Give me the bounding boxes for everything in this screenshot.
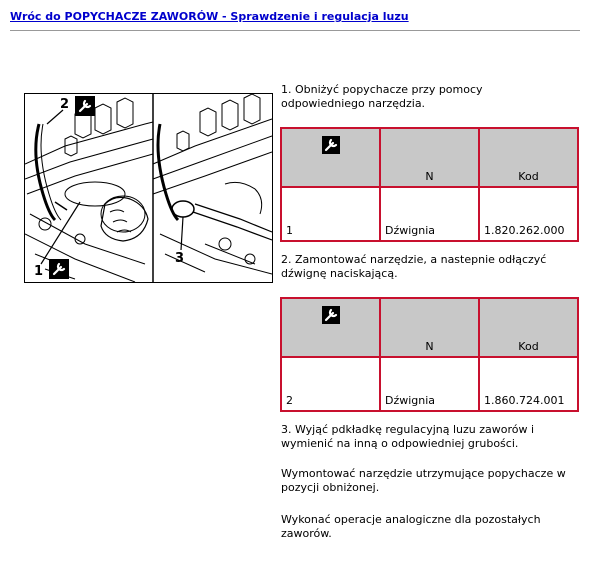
back-link[interactable]: Wróc do POPYCHACZE ZAWORÓW - Sprawdzenie i regulacja luzu — [10, 10, 409, 23]
step-repeat-text: Wykonać operacje analogiczne dla pozostałych zaworów. — [281, 513, 541, 540]
step-1-text: 1. Obniżyć popychacze przy pomocy odpowiedniego narzędzia. — [281, 83, 483, 110]
table-row — [281, 187, 578, 241]
tool-table-2 — [280, 297, 579, 412]
left-panel-drawing — [25, 98, 153, 282]
cell-code: 1.820.262.000 — [479, 187, 578, 241]
wrench-icon — [75, 96, 95, 116]
step-remove-tool-text: Wymontować narzędzie utrzymujące popychacze w pozycji obniżonej. — [281, 467, 566, 494]
step-2-text: 2. Zamontować narzędzie, a nastepnie odłączyć dźwignę naciskającą. — [281, 253, 547, 280]
column-header-kod: Kod — [479, 298, 578, 357]
tool-icon-cell — [281, 298, 380, 357]
column-header-n: N — [380, 128, 479, 187]
step-3-text: 3. Wyjąć pdkładkę regulacyjną luzu zaworów i wymienić na inną o odpowiedniej grubości. — [281, 423, 535, 450]
callout-2: 2 — [60, 97, 70, 112]
column-header-kod: Kod — [479, 128, 578, 187]
tool-table-1 — [280, 127, 579, 242]
callout-3: 3 — [175, 251, 185, 266]
column-header-n: N — [380, 298, 479, 357]
cell-number: 1 — [281, 187, 380, 241]
table-row — [281, 357, 578, 411]
right-panel-drawing — [153, 94, 272, 274]
table-header-row — [281, 128, 578, 187]
cell-name: Dźwignia — [380, 357, 479, 411]
wrench-icon — [49, 259, 69, 279]
callout-1: 1 — [34, 264, 44, 279]
tool-icon-cell — [281, 128, 380, 187]
table-header-row — [281, 298, 578, 357]
wrench-icon — [322, 136, 340, 154]
header-divider — [10, 30, 580, 31]
cell-name: Dźwignia — [380, 187, 479, 241]
engine-illustration — [24, 93, 273, 283]
cell-code: 1.860.724.001 — [479, 357, 578, 411]
wrench-icon — [322, 306, 340, 324]
cell-number: 2 — [281, 357, 380, 411]
